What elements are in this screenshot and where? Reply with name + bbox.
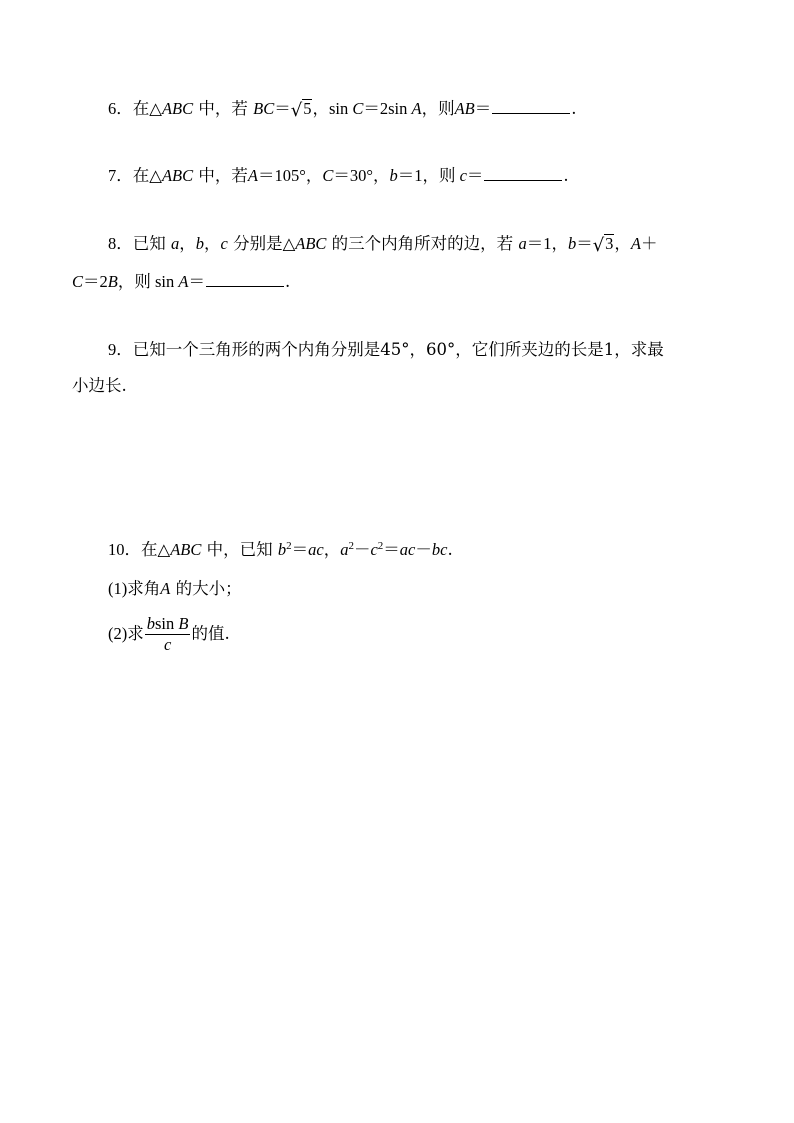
answer-blank[interactable] — [492, 112, 570, 114]
radicand: 3 — [605, 234, 614, 253]
equals: ＝ — [291, 540, 309, 559]
angle-label: B — [107, 272, 118, 291]
side-label: b — [567, 234, 577, 253]
problem-10-part-2 — [108, 614, 230, 655]
problem-10 — [108, 539, 453, 561]
square-root — [291, 98, 313, 120]
equation-part: ＝2sin — [363, 99, 412, 118]
triangle-label: ABC — [161, 166, 194, 185]
angle-label: C — [352, 99, 364, 118]
triangle-label: ABC — [170, 540, 202, 559]
text: 的三个内角所对的边，若 — [326, 234, 519, 253]
side-label: a — [340, 540, 349, 559]
product: bc — [431, 540, 448, 559]
side-label: b — [389, 166, 398, 185]
side-label: a — [171, 234, 180, 253]
text: 分别是△ — [227, 234, 296, 253]
value: ＝2 — [83, 272, 108, 291]
radicand: 5 — [303, 99, 312, 118]
plus: ＋ — [641, 234, 658, 253]
text: 中，若 — [193, 99, 254, 118]
side-label: c — [220, 234, 228, 253]
side-label: b — [277, 540, 287, 559]
angle-label: A — [411, 99, 422, 118]
text: 中，已知 — [201, 540, 278, 559]
problem-number: 9． — [108, 340, 133, 359]
problem-9-line-1 — [108, 339, 664, 361]
value: ＝30°， — [333, 166, 390, 185]
side-label: AB — [454, 99, 475, 118]
comma: ， — [614, 234, 631, 253]
problem-text: 已知一个三角形的两个内角分别是45°，60°，它们所夹边的长是1，求最 — [132, 340, 664, 359]
part-label: (2) — [108, 624, 128, 643]
problem-number: 7． — [108, 166, 133, 185]
problem-number: 8． — [108, 234, 133, 253]
fraction-numerator — [145, 614, 191, 635]
angle-label: A — [160, 579, 171, 598]
equals: ＝ — [474, 99, 492, 118]
text: 在△ — [132, 166, 162, 185]
side-label: BC — [253, 99, 275, 118]
period: . — [563, 166, 569, 185]
separator: ， — [179, 234, 196, 253]
text: 的大小； — [170, 579, 242, 598]
separator: ， — [204, 234, 221, 253]
text: 求 — [127, 624, 144, 643]
problem-8-line-1 — [108, 233, 658, 255]
side-label: c — [370, 540, 378, 559]
equals: ＝ — [274, 99, 291, 118]
equals: ＝ — [188, 272, 205, 291]
text: 的值. — [191, 624, 230, 643]
problem-10-part-1 — [108, 578, 242, 600]
equals: ＝ — [383, 540, 400, 559]
square-root — [593, 233, 615, 255]
minus: － — [415, 540, 432, 559]
text: 求角 — [127, 579, 161, 598]
problem-number: 10． — [108, 540, 141, 559]
text: ，则 sin — [117, 272, 179, 291]
text: ，则 — [421, 99, 455, 118]
angle-label: A — [630, 234, 642, 253]
problem-9-line-2 — [72, 375, 127, 397]
exponent: 2 — [377, 540, 384, 552]
sin-text: sin — [328, 99, 353, 118]
triangle-label: ABC — [295, 234, 327, 253]
radical-sign: √ — [290, 100, 303, 121]
equals: ＝ — [576, 234, 593, 253]
comma: ， — [312, 99, 329, 118]
period: . — [284, 272, 291, 291]
fraction-denominator: c — [163, 635, 172, 654]
answer-blank[interactable] — [484, 179, 562, 181]
fraction — [145, 614, 191, 655]
side-label: b — [146, 614, 155, 633]
exponent: 2 — [286, 540, 292, 552]
answer-blank[interactable] — [206, 285, 284, 287]
triangle-label: ABC — [161, 99, 194, 118]
product: ac — [308, 540, 324, 559]
equals: ＝ — [466, 166, 484, 185]
product: ac — [399, 540, 416, 559]
radical-sign: √ — [592, 235, 605, 256]
part-label: (1) — [108, 579, 128, 598]
angle-label: B — [178, 614, 189, 633]
text: 在△ — [132, 99, 162, 118]
angle-label: C — [322, 166, 334, 185]
problem-text: 小边长. — [72, 376, 127, 395]
period: . — [571, 99, 577, 118]
angle-label: A — [247, 166, 258, 185]
sin-text: sin — [155, 614, 179, 633]
value: ＝1，则 — [397, 166, 460, 185]
side-label: c — [459, 166, 467, 185]
value: ＝105°， — [257, 166, 323, 185]
problem-8-line-2 — [72, 271, 290, 293]
problem-6 — [108, 98, 577, 120]
angle-label: A — [178, 272, 189, 291]
problem-7 — [108, 165, 569, 187]
minus: － — [353, 540, 371, 559]
text: 中，若 — [193, 166, 248, 185]
problem-number: 6． — [108, 99, 133, 118]
angle-label: C — [72, 272, 84, 291]
side-label: a — [518, 234, 527, 253]
period: . — [447, 540, 453, 559]
value: ＝1， — [526, 234, 568, 253]
comma: ， — [323, 540, 341, 559]
side-label: b — [195, 234, 204, 253]
text: 已知 — [132, 234, 171, 253]
text: 在△ — [141, 540, 171, 559]
exponent: 2 — [348, 540, 354, 552]
